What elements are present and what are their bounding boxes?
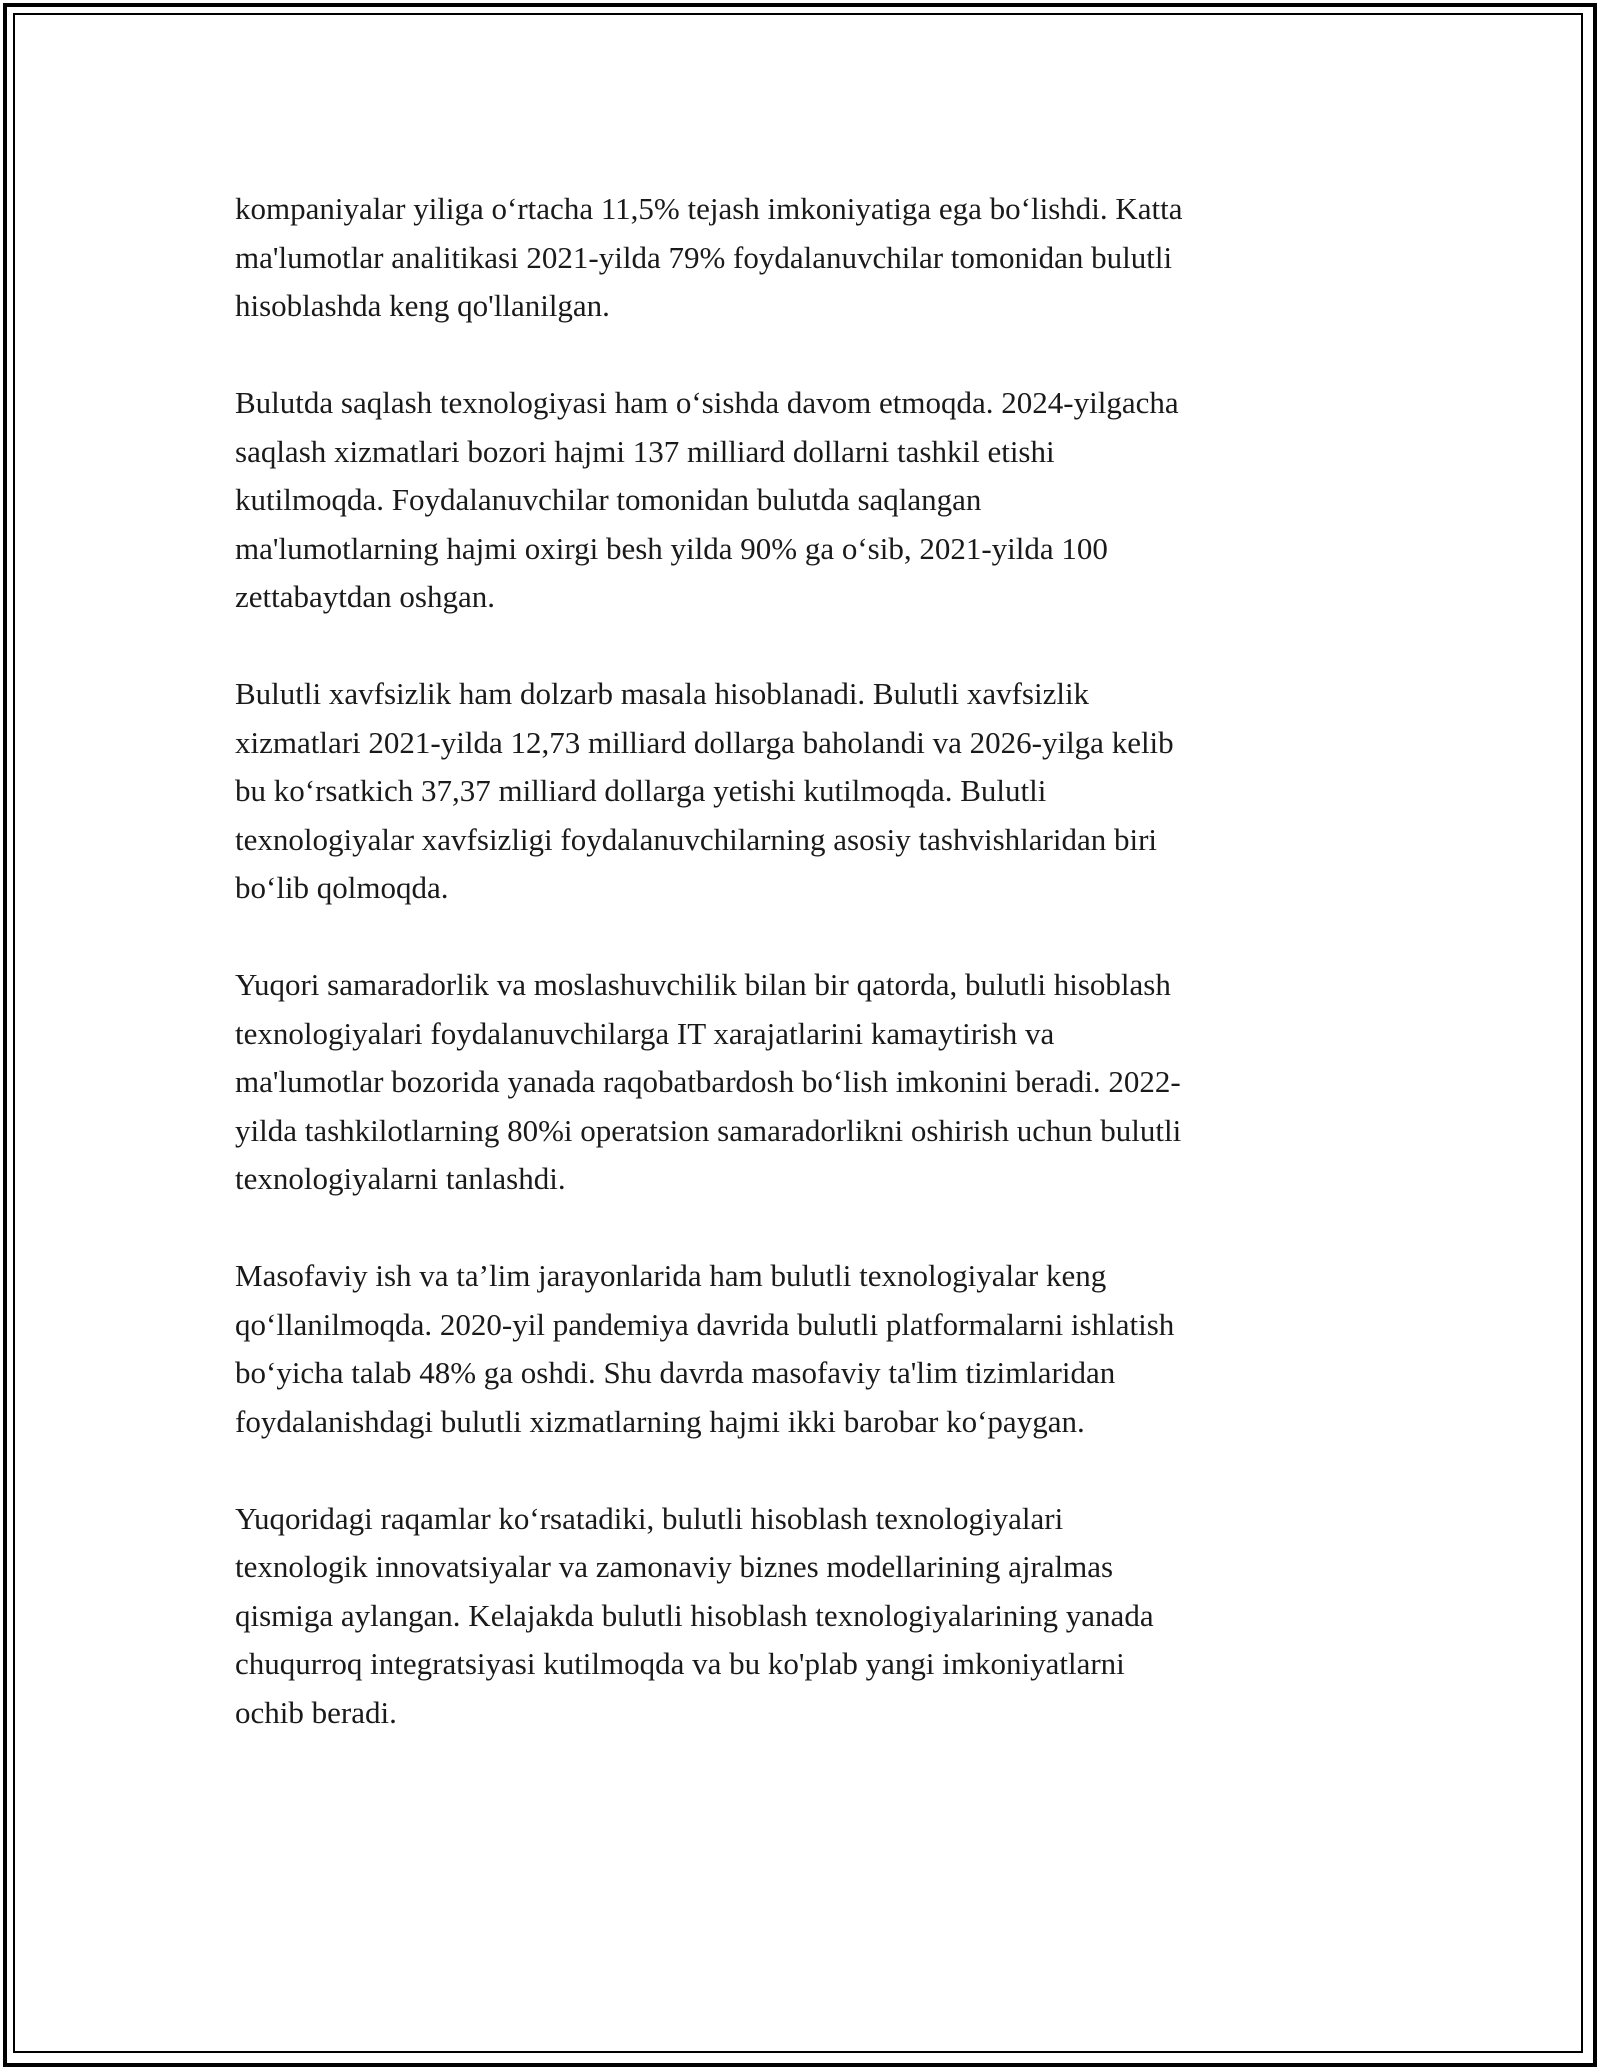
paragraph-savings: kompaniyalar yiliga o‘rtacha 11,5% tejash imkoniyatiga ega bo‘lishdi. Katta ma'lumotlar analitikasi 2021-yilda 79% foydalanuvchilar tomonidan bulutli hisoblashda keng qo'llanilgan. [235, 191, 1183, 323]
paragraph-conclusion: Yuqoridagi raqamlar ko‘rsatadiki, bulutli hisoblash texnologiyalari texnologik innovatsiyalar va zamonaviy biznes modellarining ajralmas qismiga aylangan. Kelajakda bulutli hisoblash texnologiyalarining yanada chuqurroq integratsiyasi kutilmoqda va bu ko'plab yangi imkoniyatlarni ochib beradi. [235, 1500, 1154, 1730]
paragraph-cloud-storage: Bulutda saqlash texnologiyasi ham o‘sishda davom etmoqda. 2024-yilgacha saqlash xizmatlari bozori hajmi 137 milliard dollarni tashkil etishi kutilmoqda. Foydalanuvchilar tomonidan bulutda saqlangan ma'lumotlarning hajmi oxirgi besh yilda 90% ga o‘sib, 2021-yilda 100 zettabaytdan oshgan. [235, 385, 1179, 614]
paragraph-remote-work: Masofaviy ish va ta’lim jarayonlarida ham bulutli texnologiyalar keng qo‘llanilmoqda. 2020-yil pandemiya davrida bulutli platformalarni ishlatish bo‘yicha talab 48% ga oshdi. Shu davrda masofaviy ta'lim tizimlaridan foydalanishdagi bulutli xizmatlarning hajmi ikki barobar ko‘paygan. [235, 1258, 1175, 1439]
document-body [235, 185, 1375, 1786]
paragraph-efficiency: Yuqori samaradorlik va moslashuvchilik bilan bir qatorda, bulutli hisoblash texnologiyalari foydalanuvchilarga IT xarajatlarini kamaytirish va ma'lumotlar bozorida yanada raqobatbardosh bo‘lish imkonini beradi. 2022- yilda tashkilotlarning 80%i operatsion samaradorlikni oshirish uchun bulutli texnologiyalarni tanlashdi. [235, 967, 1182, 1196]
paragraph-cloud-security: Bulutli xavfsizlik ham dolzarb masala hisoblanadi. Bulutli xavfsizlik xizmatlari 2021-yilda 12,73 milliard dollarga baholandi va 2026-yilga kelib bu ko‘rsatkich 37,37 milliard dollarga yetishi kutilmoqda. Bulutli texnologiyalar xavfsizligi foydalanuvchilarning asosiy tashvishlaridan biri bo‘lib qolmoqda. [235, 676, 1174, 905]
